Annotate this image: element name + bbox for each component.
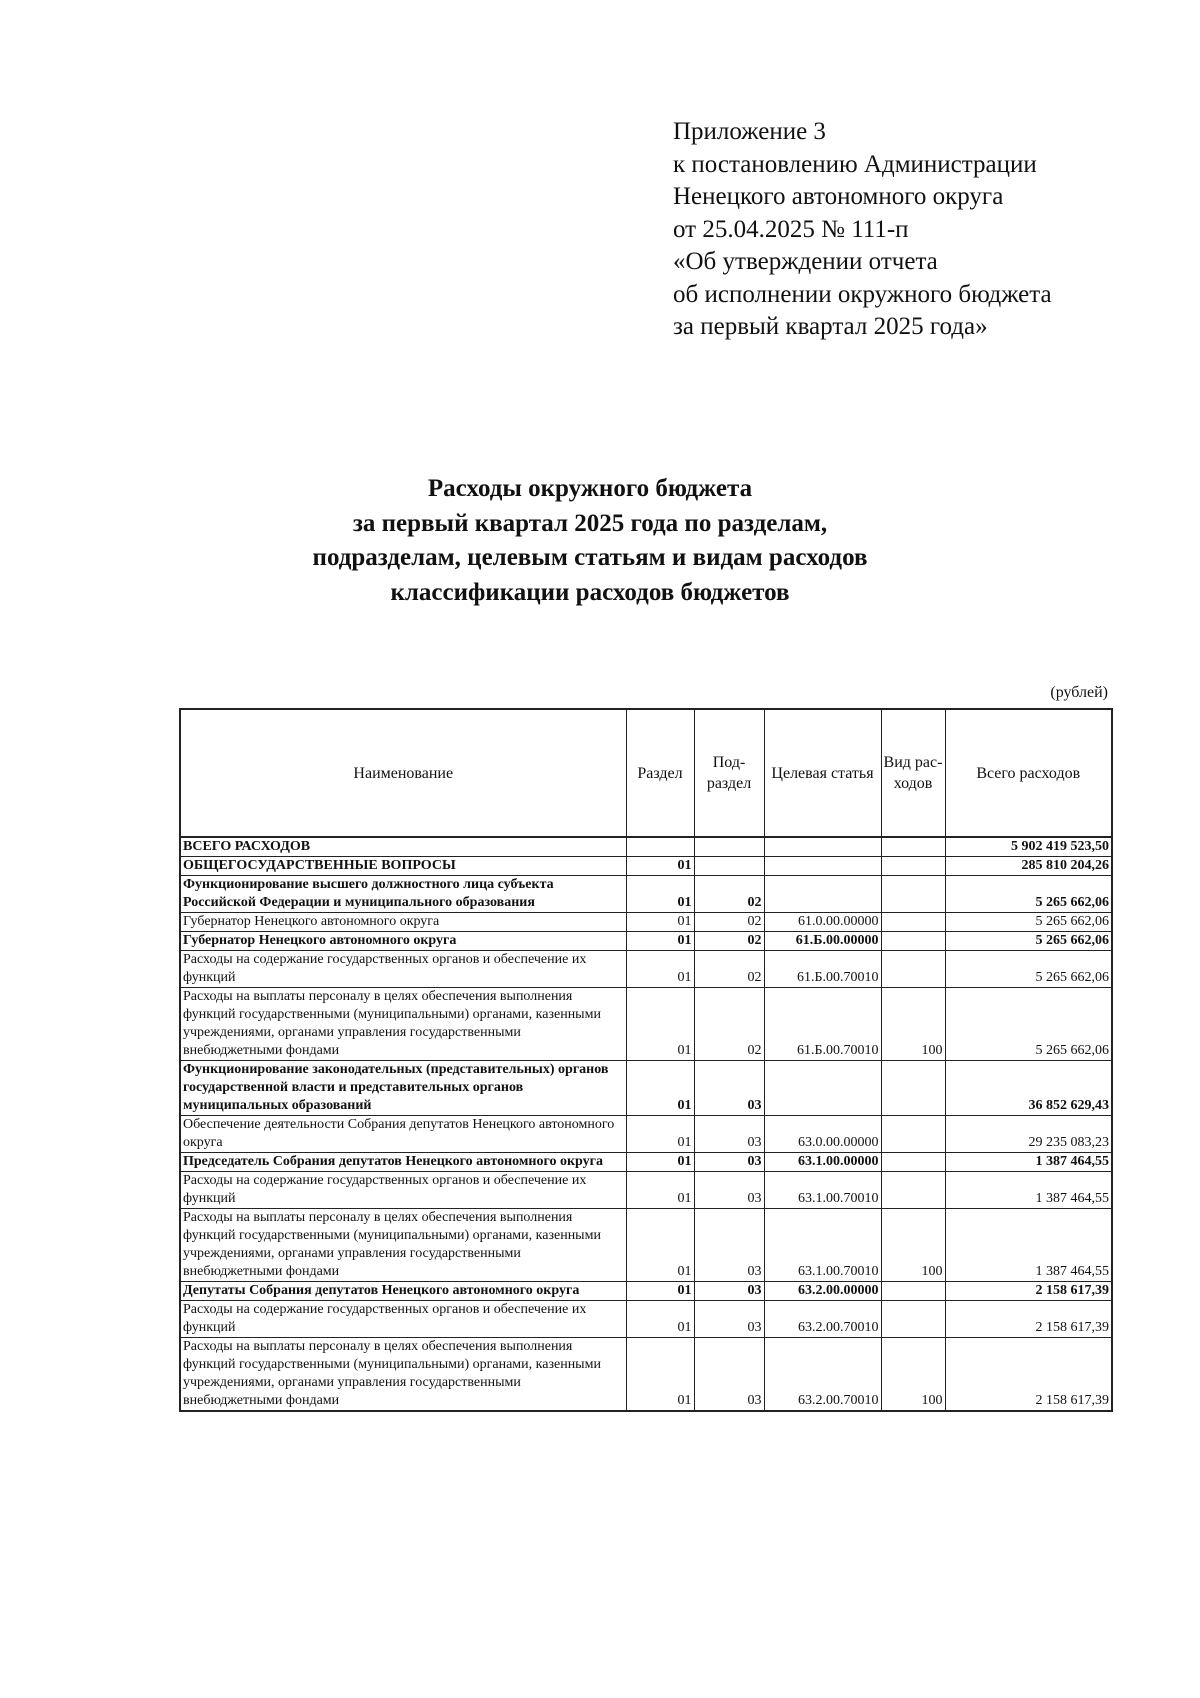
- expenditure-table: [179, 708, 1113, 1412]
- cell-target: 63.0.00.00000: [764, 1116, 881, 1153]
- cell-type: 100: [881, 988, 945, 1061]
- cell-subsection: 03: [694, 1282, 764, 1301]
- table-row: [180, 857, 1112, 876]
- appendix-line: от 25.04.2025 № 111-п: [673, 215, 909, 243]
- cell-name: Расходы на содержание государственных органов и обеспечение их функций: [180, 1172, 626, 1209]
- title-line: Расходы окружного бюджета: [427, 475, 753, 502]
- cell-type: 100: [881, 1209, 945, 1282]
- cell-subsection: 02: [694, 951, 764, 988]
- cell-subsection: 03: [694, 1153, 764, 1172]
- cell-section: 01: [626, 1061, 694, 1116]
- cell-section: 01: [626, 1209, 694, 1282]
- cell-type: [881, 951, 945, 988]
- cell-target: [764, 857, 881, 876]
- cell-subsection: 03: [694, 1338, 764, 1412]
- title-line: классификации расходов бюджетов: [390, 578, 790, 606]
- table-row: [180, 1301, 1112, 1338]
- cell-section: 01: [626, 1338, 694, 1412]
- table-row: [180, 1061, 1112, 1116]
- table-row: [180, 1153, 1112, 1172]
- cell-subsection: [694, 837, 764, 857]
- cell-name: Расходы на выплаты персоналу в целях обеспечения выполнения функций государственными (муниципальными) органами, казенными учреждениями, органами управления государственными внебюджетными фондами: [180, 1209, 626, 1282]
- cell-total: 5 902 419 523,50: [945, 837, 1112, 857]
- cell-name: Губернатор Ненецкого автономного округа: [180, 913, 626, 932]
- cell-name: Расходы на содержание государственных органов и обеспечение их функций: [180, 951, 626, 988]
- cell-subsection: 02: [694, 988, 764, 1061]
- cell-section: 01: [626, 1172, 694, 1209]
- table-row: [180, 1209, 1112, 1282]
- cell-name: ВСЕГО РАСХОДОВ: [180, 837, 626, 857]
- cell-target: 61.Б.00.70010: [764, 951, 881, 988]
- title-line: за первый квартал 2025 года по разделам,: [352, 509, 828, 537]
- table-row: [180, 837, 1112, 857]
- cell-type: [881, 1172, 945, 1209]
- cell-subsection: 03: [694, 1116, 764, 1153]
- cell-total: 5 265 662,06: [945, 988, 1112, 1061]
- cell-subsection: 02: [694, 913, 764, 932]
- cell-section: 01: [626, 1116, 694, 1153]
- cell-name: Расходы на выплаты персоналу в целях обеспечения выполнения функций государственными (муниципальными) органами, казенными учреждениями, органами управления государственными внебюджетными фондами: [180, 988, 626, 1061]
- table-row: [180, 988, 1112, 1061]
- cell-target: 63.1.00.70010: [764, 1172, 881, 1209]
- table-row: [180, 913, 1112, 932]
- cell-type: 100: [881, 1338, 945, 1412]
- cell-target: [764, 1061, 881, 1116]
- cell-total: 5 265 662,06: [945, 932, 1112, 951]
- header-total: Всего расходов: [945, 709, 1112, 837]
- header-name: Наименование: [180, 709, 626, 837]
- cell-name: ОБЩЕГОСУДАРСТВЕННЫЕ ВОПРОСЫ: [180, 857, 626, 876]
- appendix-line: к постановлению Администрации: [673, 150, 1037, 178]
- cell-section: 01: [626, 913, 694, 932]
- cell-target: 61.Б.00.00000: [764, 932, 881, 951]
- cell-target: 61.0.00.00000: [764, 913, 881, 932]
- cell-total: 29 235 083,23: [945, 1116, 1112, 1153]
- cell-target: 61.Б.00.70010: [764, 988, 881, 1061]
- cell-subsection: 02: [694, 876, 764, 913]
- table-body: [180, 837, 1112, 1411]
- cell-name: Расходы на выплаты персоналу в целях обеспечения выполнения функций государственными (муниципальными) органами, казенными учреждениями, органами управления государственными внебюджетными фондами: [180, 1338, 626, 1412]
- cell-section: 01: [626, 876, 694, 913]
- cell-type: [881, 1282, 945, 1301]
- cell-section: 01: [626, 1282, 694, 1301]
- appendix-line: Ненецкого автономного округа: [673, 183, 1004, 210]
- cell-name: Депутаты Собрания депутатов Ненецкого автономного округа: [180, 1282, 626, 1301]
- cell-name: Расходы на содержание государственных органов и обеспечение их функций: [180, 1301, 626, 1338]
- cell-total: 1 387 464,55: [945, 1209, 1112, 1282]
- cell-type: [881, 1153, 945, 1172]
- cell-type: [881, 837, 945, 857]
- table-row: [180, 1282, 1112, 1301]
- table-row: [180, 1172, 1112, 1209]
- header-section: Раздел: [626, 709, 694, 837]
- cell-subsection: [694, 857, 764, 876]
- cell-name: Функционирование законодательных (представительных) органов государственной власти и представительных органов муниципальных образований: [180, 1061, 626, 1116]
- cell-total: 2 158 617,39: [945, 1282, 1112, 1301]
- cell-total: 5 265 662,06: [945, 951, 1112, 988]
- cell-type: [881, 913, 945, 932]
- cell-total: 285 810 204,26: [945, 857, 1112, 876]
- cell-type: [881, 1116, 945, 1153]
- cell-type: [881, 932, 945, 951]
- cell-total: 5 265 662,06: [945, 876, 1112, 913]
- cell-total: 1 387 464,55: [945, 1153, 1112, 1172]
- cell-name: Функционирование высшего должностного лица субъекта Российской Федерации и муниципального образования: [180, 876, 626, 913]
- table-row: [180, 932, 1112, 951]
- cell-section: 01: [626, 988, 694, 1061]
- cell-target: 63.1.00.70010: [764, 1209, 881, 1282]
- table-row: [180, 876, 1112, 913]
- appendix-line: об исполнении окружного бюджета: [673, 280, 1052, 308]
- cell-section: 01: [626, 1301, 694, 1338]
- table-row: [180, 1116, 1112, 1153]
- table-row: [180, 951, 1112, 988]
- appendix-line: Приложение 3: [673, 118, 826, 145]
- cell-subsection: 03: [694, 1209, 764, 1282]
- appendix-block: [673, 116, 1133, 344]
- cell-subsection: 02: [694, 932, 764, 951]
- cell-section: [626, 837, 694, 857]
- cell-section: 01: [626, 951, 694, 988]
- table-row: [180, 1338, 1112, 1412]
- header-type: Вид рас-ходов: [881, 709, 945, 837]
- cell-target: [764, 876, 881, 913]
- document-title: [180, 472, 1000, 610]
- cell-target: 63.1.00.00000: [764, 1153, 881, 1172]
- cell-subsection: 03: [694, 1061, 764, 1116]
- cell-target: 63.2.00.70010: [764, 1338, 881, 1412]
- table-header-row: [180, 709, 1112, 837]
- cell-name: Обеспечение деятельности Собрания депутатов Ненецкого автономного округа: [180, 1116, 626, 1153]
- appendix-line: за первый квартал 2025 года»: [673, 313, 988, 340]
- units-label: (рублей): [1050, 684, 1108, 701]
- cell-total: 36 852 629,43: [945, 1061, 1112, 1116]
- cell-type: [881, 1061, 945, 1116]
- cell-total: 5 265 662,06: [945, 913, 1112, 932]
- cell-type: [881, 857, 945, 876]
- cell-type: [881, 876, 945, 913]
- cell-section: 01: [626, 932, 694, 951]
- cell-total: 2 158 617,39: [945, 1301, 1112, 1338]
- header-subsection: Под-раздел: [694, 709, 764, 837]
- appendix-line: «Об утверждении отчета: [673, 248, 938, 275]
- cell-type: [881, 1301, 945, 1338]
- title-line: подразделам, целевым статьям и видам расходов: [312, 544, 868, 571]
- cell-subsection: 03: [694, 1301, 764, 1338]
- cell-total: 2 158 617,39: [945, 1338, 1112, 1412]
- cell-subsection: 03: [694, 1172, 764, 1209]
- cell-section: 01: [626, 857, 694, 876]
- cell-name: Губернатор Ненецкого автономного округа: [180, 932, 626, 951]
- cell-name: Председатель Собрания депутатов Ненецкого автономного округа: [180, 1153, 626, 1172]
- cell-target: [764, 837, 881, 857]
- cell-target: 63.2.00.00000: [764, 1282, 881, 1301]
- cell-total: 1 387 464,55: [945, 1172, 1112, 1209]
- cell-target: 63.2.00.70010: [764, 1301, 881, 1338]
- cell-section: 01: [626, 1153, 694, 1172]
- header-target: Целевая статья: [764, 709, 881, 837]
